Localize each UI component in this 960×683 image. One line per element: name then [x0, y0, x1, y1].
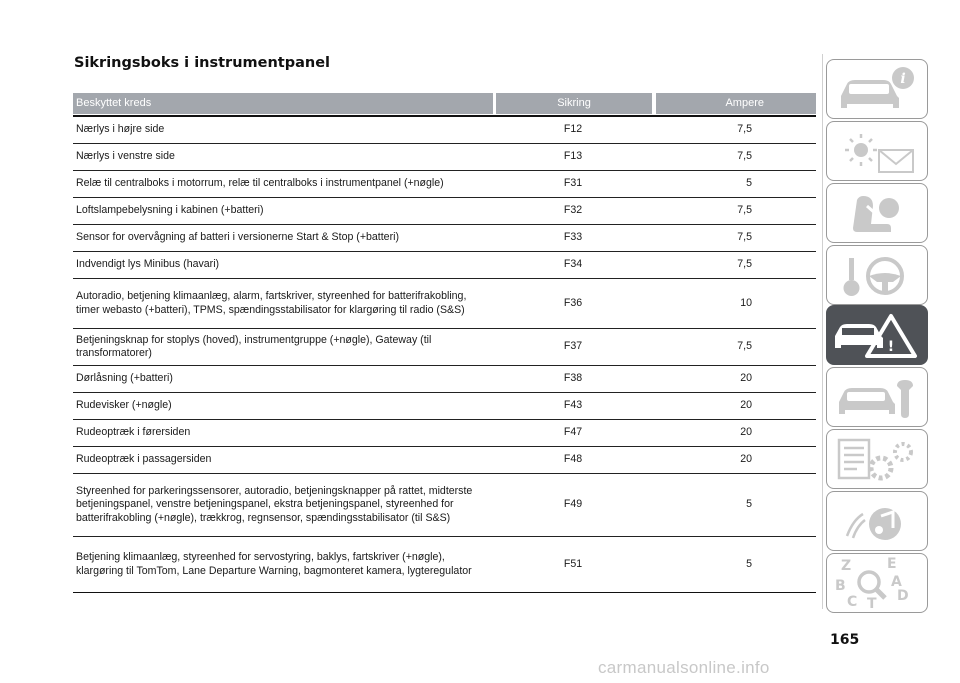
- cell-protected-circuit: Sensor for overvågning af batteri i versionerne Start & Stop (+batteri): [76, 231, 399, 244]
- cell-ampere: 5: [746, 498, 752, 511]
- table-row: [73, 393, 816, 420]
- table-row: [73, 252, 816, 279]
- cell-ampere: 5: [746, 177, 752, 190]
- svg-text:T: T: [867, 596, 877, 612]
- cell-ampere: 7,5: [737, 258, 752, 271]
- car-breakdown-warning-icon: [827, 306, 929, 366]
- header-ampere: Ampere: [656, 93, 816, 114]
- key-steering-wheel-icon: [827, 246, 929, 306]
- tab-maintenance[interactable]: [826, 367, 928, 427]
- cell-ampere: 7,5: [737, 231, 752, 244]
- cell-protected-circuit: Betjening klimaanlæg, styreenhed for servostyring, baklys, fartskriver (+nøgle), klargøring til TomTom, Lane Departure Warning, bagmonteret kamera, lygteregulator: [76, 551, 472, 577]
- cell-ampere: 7,5: [737, 340, 752, 353]
- fuse-table: [73, 93, 816, 593]
- cell-protected-circuit: Nærlys i venstre side: [76, 150, 175, 163]
- cell-ampere: 20: [740, 372, 752, 385]
- table-row: [73, 117, 816, 144]
- svg-text:Z: Z: [841, 558, 852, 574]
- cell-ampere: 7,5: [737, 123, 752, 136]
- table-row: [73, 447, 816, 474]
- table-row: [73, 279, 816, 329]
- table-row: [73, 171, 816, 198]
- cell-fuse: F51: [563, 557, 583, 570]
- cell-protected-circuit: Nærlys i højre side: [76, 123, 165, 136]
- cell-protected-circuit: Rudevisker (+nøgle): [76, 399, 172, 412]
- cell-fuse: F32: [563, 204, 583, 217]
- cell-ampere: 20: [740, 426, 752, 439]
- cell-protected-circuit: Styreenhed for parkeringssensorer, autoradio, betjeningsknapper på rattet, midterste betjeningspanel, venstre betjeningspanel, ekstra betjeningspanel, styreenhed for batterifrakobling (+nøgle), trækkrog, regnsensor, spændingsstabilisator (til S&S): [76, 484, 473, 524]
- tab-warning-lights[interactable]: [826, 121, 928, 181]
- cell-ampere: 7,5: [737, 204, 752, 217]
- cell-protected-circuit: Rudeoptræk i førersiden: [76, 426, 191, 439]
- table-row: [73, 144, 816, 171]
- table-row: [73, 225, 816, 252]
- tab-index[interactable]: [826, 553, 928, 613]
- cell-protected-circuit: Indvendigt lys Minibus (havari): [76, 258, 220, 271]
- tab-key-steering[interactable]: [826, 245, 928, 305]
- cell-protected-circuit: Betjeningsknap for stoplys (hoved), instrumentgruppe (+nøgle), Gateway (til transformatorer): [76, 333, 432, 359]
- header-protected-circuit: Beskyttet kreds: [73, 93, 493, 114]
- specifications-gears-icon: [827, 430, 929, 490]
- svg-text:!: !: [887, 339, 895, 355]
- tab-car-info[interactable]: [826, 59, 928, 119]
- table-body: [73, 117, 816, 593]
- header-fuse: Sikring: [496, 93, 652, 114]
- table-row: [73, 329, 816, 366]
- page-title: Sikringsboks i instrumentpanel: [74, 55, 331, 71]
- tab-breakdown[interactable]: [826, 305, 928, 365]
- cell-protected-circuit: Rudeoptræk i passagersiden: [76, 453, 212, 466]
- car-info-icon: [827, 60, 929, 120]
- svg-text:E: E: [887, 556, 897, 572]
- watermark: carmanualsonline.info: [598, 658, 770, 677]
- cell-fuse: F37: [563, 340, 583, 353]
- table-row: [73, 420, 816, 447]
- cell-protected-circuit: Autoradio, betjening klimaanlæg, alarm, fartskriver, styreenhed for batterifrakobling, timer webasto (+batteri), TPMS, spændingsstabilisator for klargøring til radio (S&S): [76, 290, 467, 316]
- cell-fuse: F36: [563, 296, 583, 309]
- cell-fuse: F49: [563, 498, 583, 511]
- cell-fuse: F47: [563, 426, 583, 439]
- cell-fuse: F33: [563, 231, 583, 244]
- cell-fuse: F12: [563, 123, 583, 136]
- cell-fuse: F48: [563, 453, 583, 466]
- cell-ampere: 20: [740, 453, 752, 466]
- cell-protected-circuit: Relæ til centralboks i motorrum, relæ til centralboks i instrumentpanel (+nøgle): [76, 177, 444, 190]
- warning-lights-message-icon: [827, 122, 929, 182]
- svg-text:B: B: [835, 578, 846, 594]
- tab-multimedia[interactable]: [826, 491, 928, 551]
- cell-ampere: 7,5: [737, 150, 752, 163]
- cell-fuse: F13: [563, 150, 583, 163]
- svg-text:A: A: [891, 574, 902, 590]
- cell-ampere: 20: [740, 399, 752, 412]
- seat-airbag-icon: [827, 184, 929, 244]
- svg-text:i: i: [900, 71, 906, 87]
- cell-ampere: 5: [746, 557, 752, 570]
- car-maintenance-wrench-icon: [827, 368, 929, 428]
- cell-protected-circuit: Dørlåsning (+batteri): [76, 372, 173, 385]
- page-number: 165: [830, 632, 860, 648]
- cell-fuse: F43: [563, 399, 583, 412]
- cell-fuse: F38: [563, 372, 583, 385]
- cell-fuse: F31: [563, 177, 583, 190]
- table-row: [73, 366, 816, 393]
- table-header: [73, 93, 816, 114]
- svg-text:D: D: [897, 588, 909, 604]
- tab-specifications[interactable]: [826, 429, 928, 489]
- table-row: [73, 537, 816, 593]
- multimedia-icon: [827, 492, 929, 552]
- tab-seat-airbag[interactable]: [826, 183, 928, 243]
- svg-text:C: C: [847, 594, 858, 610]
- cell-fuse: F34: [563, 258, 583, 271]
- cell-protected-circuit: Loftslampebelysning i kabinen (+batteri): [76, 204, 264, 217]
- table-row: [73, 474, 816, 537]
- cell-ampere: 10: [740, 296, 752, 309]
- table-row: [73, 198, 816, 225]
- sidebar-divider: [822, 54, 823, 609]
- alphabetical-index-icon: [827, 554, 929, 614]
